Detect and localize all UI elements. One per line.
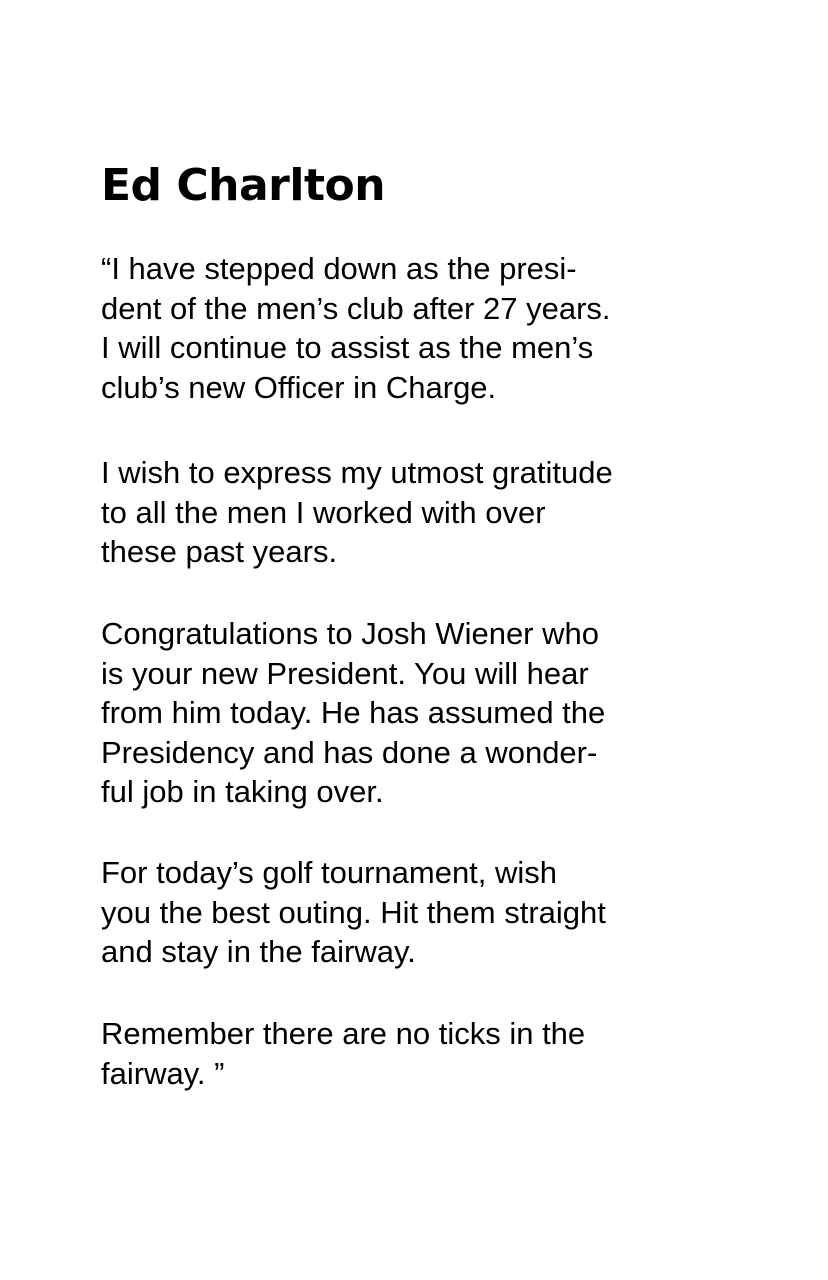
- text-line: and stay in the fairway.: [101, 934, 416, 969]
- page-title: Ed Charlton: [101, 160, 386, 211]
- text-line: ful job in taking over.: [101, 774, 384, 809]
- text-line: I will continue to assist as the men’s: [101, 330, 594, 365]
- text-line: “I have stepped down as the presi-: [101, 251, 577, 286]
- text-line: Presidency and has done a wonder-: [101, 734, 598, 770]
- text-line: For today’s golf tournament, wish: [101, 855, 558, 890]
- paragraph-5: [101, 1014, 585, 1093]
- text-line: is your new President. You will hear: [101, 655, 589, 691]
- text-line: to all the men I worked with over: [101, 494, 546, 530]
- paragraph-4: [101, 853, 606, 972]
- text-line: from him today. He has assumed the: [101, 695, 606, 730]
- text-line: I wish to express my utmost gratitude: [101, 455, 613, 490]
- text-line: club’s new Officer in Charge.: [101, 369, 497, 405]
- text-line: dent of the men’s club after 27 years.: [101, 290, 611, 326]
- text-line: fairway. ”: [101, 1055, 225, 1091]
- text-line: these past years.: [101, 534, 338, 569]
- text-line: Congratulations to Josh Wiener who: [101, 616, 599, 651]
- paragraph-3: [101, 614, 605, 812]
- text-line: Remember there are no ticks in the: [101, 1016, 586, 1051]
- paragraph-1: [101, 249, 611, 407]
- text-line: you the best outing. Hit them straight: [101, 894, 606, 930]
- paragraph-2: [101, 453, 613, 572]
